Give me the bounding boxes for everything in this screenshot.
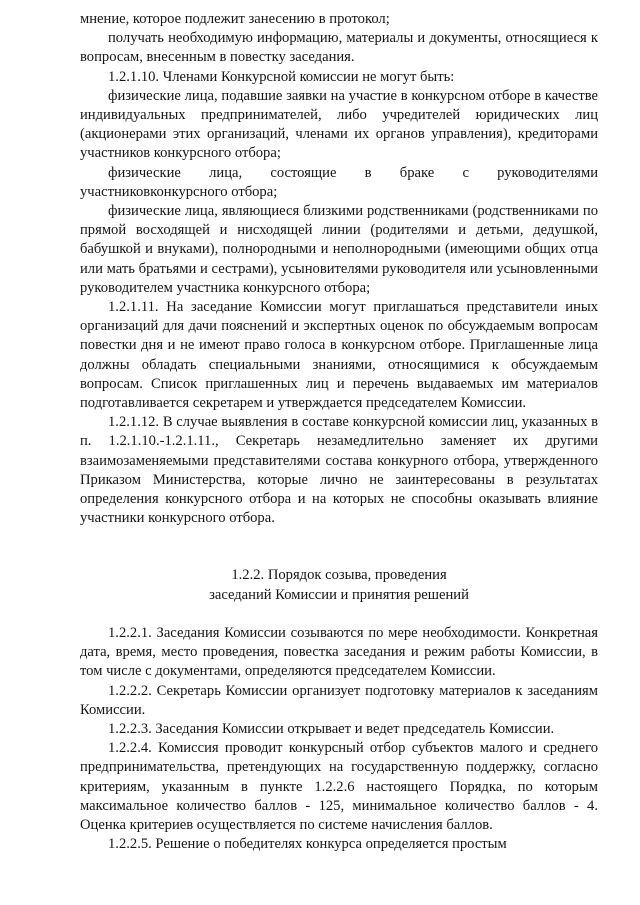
paragraph-1-2-2-3: 1.2.2.3. Заседания Комиссии открывает и ведет председатель Комиссии. bbox=[108, 720, 555, 737]
paragraph-relatives: физические лица, являющиеся близкими родственниками (родственниками по прямой восходящей и нисходящей линии (родителями и детьми, дедушкой, бабушкой и внуками), полнородными и неполнородными (имеющими общих отца или мать братьями и сестрами), усыновителями руководителя или усыновленными руководителем участника конкурсного отбора; bbox=[80, 203, 598, 296]
paragraph-receive-info: получать необходимую информацию, материалы и документы, относящиеся к вопросам, внесенным в повестку заседания. bbox=[80, 30, 598, 66]
paragraph-opinion: мнение, которое подлежит занесению в протокол; bbox=[80, 11, 390, 27]
paragraph-1-2-1-11: 1.2.1.11. На заседание Комиссии могут приглашаться представители иных организаций для дачи пояснений и экспертных оценок по обсуждаемым вопросам повестки дня и не имеют право голоса в конкурсном отборе. Приглашенные лица должны обладать специальными знаниями, относящимися к обсуждаемым вопросам. Список приглашенных лиц и перечень выдаваемых им материалов подготавливается секретарем и утверждается председателем Комиссии. bbox=[80, 299, 598, 412]
paragraph-1-2-1-10: 1.2.1.10. Членами Конкурсной комиссии не могут быть: bbox=[108, 68, 455, 85]
paragraph-1-2-1-12: 1.2.1.12. В случае выявления в составе конкурсной комиссии лиц, указанных в п. 1.2.1.10.-1.2.1.11., Секретарь незамедлительно заменяет их другими взаимозаменяемыми представителями состава конкурного отбора, утвержденного Приказом Министерства, которые лично не заинтересованы в результатах определения конкурсного отбора и на которых не способны оказывать влияние участники конкурсного отбора. bbox=[80, 414, 598, 527]
paragraph-1-2-2-4: 1.2.2.4. Комиссия проводит конкурсный отбор субъектов малого и среднего предпринимательства, претендующих на государственную поддержку, согласно критериям, указанным в пункте 1.2.2.6 настоящего Порядка, по которым максимальное количество баллов - 125, минимальное количество баллов - 4. Оценка критериев осуществляется по системе начисления баллов. bbox=[80, 740, 598, 833]
spacer bbox=[80, 605, 598, 624]
section-heading-line1: 1.2.2. Порядок созыва, проведения bbox=[231, 567, 447, 584]
spacer bbox=[80, 528, 598, 566]
paragraph-married: физические лица, состоящие в браке с руководителями участниковконкурсного отбора; bbox=[80, 164, 598, 200]
paragraph-1-2-2-1: 1.2.2.1. Заседания Комиссии созываются по мере необходимости. Конкретная дата, время, место проведения, повестка заседания и режим работы Комиссии, в том числе с документами, определяются председателем Комиссии. bbox=[80, 624, 598, 680]
section-heading-line2: заседаний Комиссии и принятия решений bbox=[209, 586, 469, 603]
paragraph-1-2-2-5: 1.2.2.5. Решение о победителях конкурса определяется простым bbox=[108, 836, 507, 853]
paragraph-1-2-2-2: 1.2.2.2. Секретарь Комиссии организует подготовку материалов к заседаниям Комиссии. bbox=[80, 682, 598, 718]
paragraph-applicants: физические лица, подавшие заявки на участие в конкурсном отборе в качестве индивидуальных предпринимателей, либо учредителей юридических лиц (акционерами этих организаций, членами их органов управления), кредиторами участников конкурсного отбора; bbox=[80, 87, 598, 162]
